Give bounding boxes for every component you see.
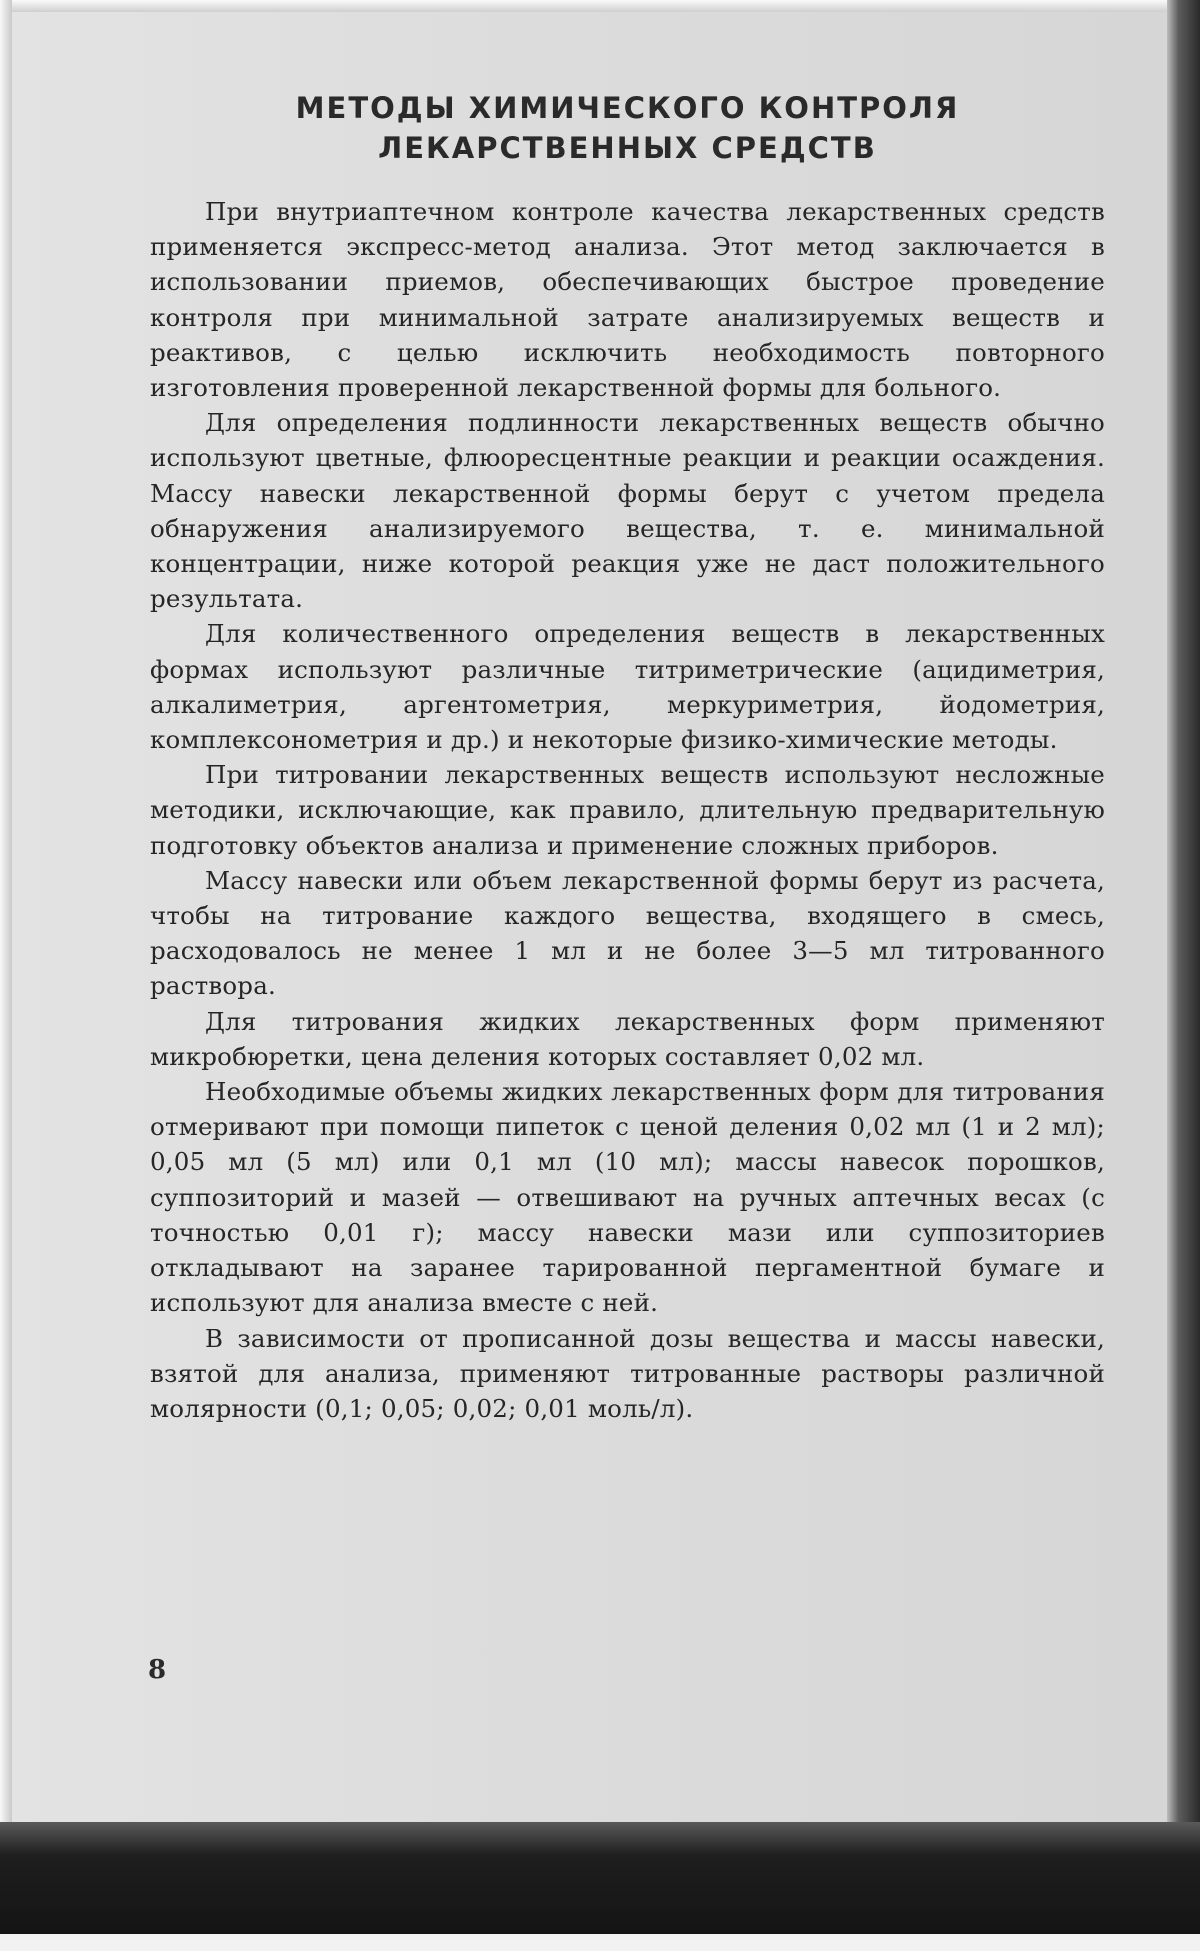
paragraph-2: Для определения подлинности лекарственных веществ обычно используют цветные, флюоресцентные реакции и реакции осаждения. Массу навески лекарственной формы берут с учетом предела обнаружения анализируемого вещества, т. е. минимальной концентрации, ниже которой реакция уже не даст положительного результата. [150, 408, 1105, 614]
page-content [150, 88, 1105, 1426]
scan-left-edge [0, 0, 12, 1822]
paragraph-1: При внутриаптечном контроле качества лекарственных средств применяется экспресс-метод анализа. Этот метод заключается в использовании приемов, обеспечивающих быстрое проведение контроля при минимальной затрате анализируемых веществ и реактивов, с целью исключить необходимость повторного изготовления проверенной лекарственной формы для больного. [150, 197, 1105, 403]
paragraph-5: Массу навески или объем лекарственной формы берут из расчета, чтобы на титрование каждого вещества, входящего в смесь, расходовалось не менее 1 мл и не более 3—5 мл титрованного раствора. [150, 865, 1105, 1001]
book-spine-shadow [1167, 0, 1200, 1951]
scan-bottom-shadow [0, 1822, 1200, 1934]
paragraph-3: Для количественного определения веществ в лекарственных формах используют различные титриметрические (ацидиметрия, алкалиметрия, аргентометрия, меркуриметрия, йодометрия, комплексонометрия и др.) и некоторые физико-химические методы. [150, 619, 1105, 755]
chapter-title-line-2: ЛЕКАРСТВЕННЫХ СРЕДСТВ [378, 131, 877, 165]
paragraph-8: В зависимости от прописанной дозы вещества и массы навески, взятой для анализа, применяют титрованные растворы различной молярности (0,1; 0,05; 0,02; 0,01 моль/л). [150, 1323, 1105, 1423]
chapter-title [150, 88, 1105, 168]
paragraph-7: Необходимые объемы жидких лекарственных форм для титрования отмеривают при помощи пипеток с ценой деления 0,02 мл (1 и 2 мл); 0,05 мл (5 мл) или 0,1 мл (10 мл); массы навесок порошков, суппозиторий и мазей — отвешивают на ручных аптечных весах (с точностью 0,01 г); массу навески мази или суппозиториев откладывают на заранее тарированной пергаментной бумаге и используют для анализа вместе с ней. [150, 1077, 1105, 1318]
scan-top-edge [0, 0, 1167, 12]
chapter-title-line-1: МЕТОДЫ ХИМИЧЕСКОГО КОНТРОЛЯ [295, 91, 960, 125]
paragraph-4: При титровании лекарственных веществ используют несложные методики, исключающие, как правило, длительную предварительную подготовку объектов анализа и применение сложных приборов. [150, 760, 1105, 860]
page-number: 8 [148, 1655, 167, 1685]
paragraph-6: Для титрования жидких лекарственных форм применяют микробюретки, цена деления которых составляет 0,02 мл. [150, 1006, 1105, 1071]
scan-bottom-edge [0, 1934, 1200, 1951]
